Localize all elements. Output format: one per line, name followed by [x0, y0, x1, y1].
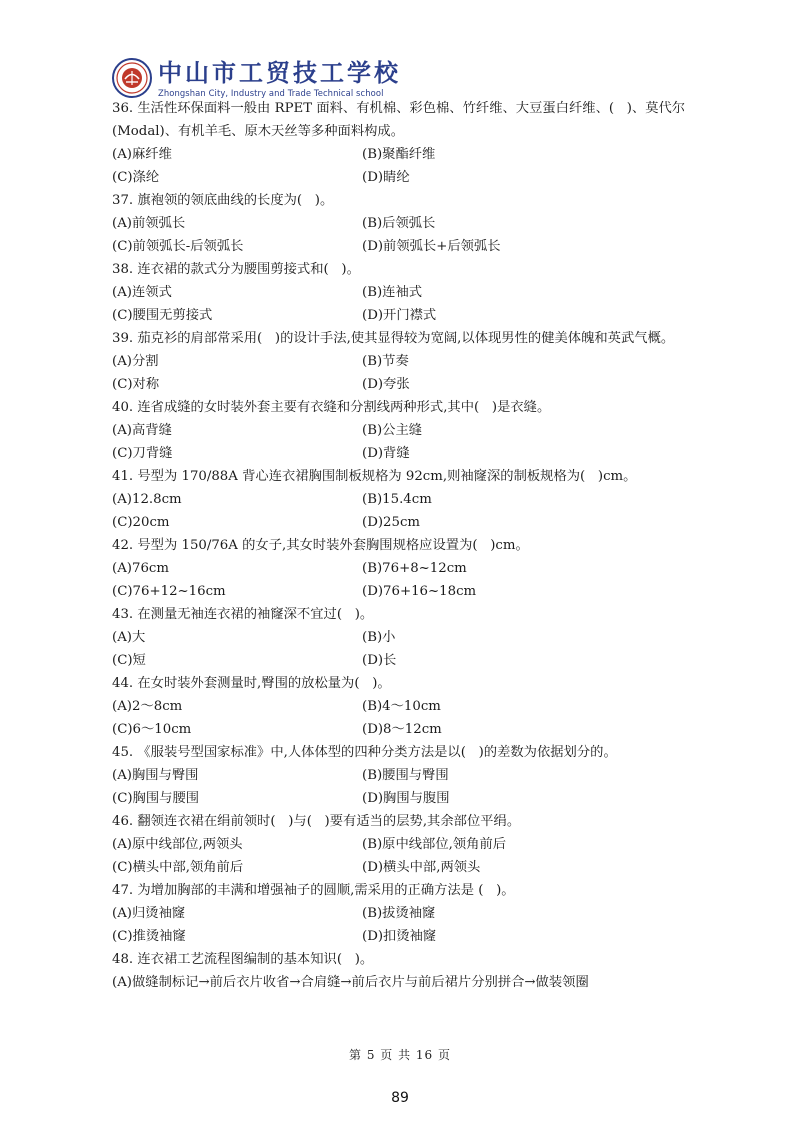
answer-option: (B)节奏 — [362, 354, 409, 369]
answer-option: (A)大 — [112, 630, 146, 645]
question-stem: 37. 旗袍领的领底曲线的长度为( )。 — [112, 193, 334, 208]
option-row — [112, 166, 712, 189]
school-name: 中山市工贸技工学校 — [158, 58, 401, 87]
option-row — [112, 373, 712, 396]
question-stem: 42. 号型为 150/76A 的女子,其女时装外套胸围规格应设置为( )cm。 — [112, 538, 529, 553]
answer-option: (C)6～10cm — [112, 722, 192, 737]
answer-option: (B)原中线部位,领角前后 — [362, 837, 507, 852]
answer-option: (B)拔烫袖窿 — [362, 906, 436, 921]
option-row — [112, 787, 712, 810]
answer-option: (A)做缝制标记→前后衣片收省→合肩缝→前后衣片与前后裙片分别拼合→做装领圈 — [112, 975, 589, 990]
question-stem: 43. 在测量无袖连衣裙的袖窿深不宜过( )。 — [112, 607, 374, 622]
option-row — [112, 511, 712, 534]
answer-option: (D)胸围与腹围 — [362, 791, 450, 806]
option-row — [112, 143, 712, 166]
option-row — [112, 235, 712, 258]
option-row — [112, 442, 712, 465]
answer-option: (C)胸围与腰围 — [112, 791, 200, 806]
answer-option: (B)连袖式 — [362, 285, 423, 300]
option-row — [112, 764, 712, 787]
answer-option: (D)睛纶 — [362, 170, 410, 185]
answer-option: (C)76+12~16cm — [112, 584, 226, 599]
answer-option: (B)76+8~12cm — [362, 561, 467, 576]
answer-option: (A)连领式 — [112, 285, 172, 300]
option-row — [112, 580, 712, 603]
answer-option: (C)横头中部,领角前后 — [112, 860, 244, 875]
option-row — [112, 488, 712, 511]
question-stem: 40. 连省成缝的女时装外套主要有衣缝和分割线两种形式,其中( )是衣缝。 — [112, 400, 551, 415]
question-stem: 46. 翻领连衣裙在绢前领时( )与( )要有适当的层势,其余部位平绢。 — [112, 814, 521, 829]
question-list — [112, 97, 712, 994]
question-stem: 48. 连衣裙工艺流程图编制的基本知识( )。 — [112, 952, 374, 967]
answer-option: (D)76+16~18cm — [362, 584, 477, 599]
answer-option: (C)刀背缝 — [112, 446, 173, 461]
answer-option: (D)开门襟式 — [362, 308, 437, 323]
option-row — [112, 718, 712, 741]
question-stem: 44. 在女时装外套测量时,臀围的放松量为( )。 — [112, 676, 391, 691]
answer-option: (D)8～12cm — [362, 722, 442, 737]
answer-option: (D)夸张 — [362, 377, 410, 392]
option-row — [112, 350, 712, 373]
school-name-english: Zhongshan City, Industry and Trade Technical school — [158, 87, 384, 98]
option-row — [112, 833, 712, 856]
option-row — [112, 557, 712, 580]
option-row — [112, 925, 712, 948]
question-stem: 38. 连衣裙的款式分为腰围剪接式和( )。 — [112, 262, 360, 277]
answer-option: (C)前领弧长-后领弧长 — [112, 239, 244, 254]
school-header — [112, 56, 401, 100]
option-row — [112, 649, 712, 672]
option-row — [112, 212, 712, 235]
option-row — [112, 304, 712, 327]
answer-option: (A)原中线部位,两领头 — [112, 837, 243, 852]
answer-option: (B)后领弧长 — [362, 216, 436, 231]
answer-option: (C)腰围无剪接式 — [112, 308, 213, 323]
option-row — [112, 419, 712, 442]
answer-option: (A)前领弧长 — [112, 216, 186, 231]
answer-option: (C)推烫袖窿 — [112, 929, 186, 944]
answer-option: (C)涤纶 — [112, 170, 160, 185]
answer-option: (B)4～10cm — [362, 699, 441, 714]
answer-option: (A)76cm — [112, 561, 169, 576]
answer-option: (C)20cm — [112, 515, 170, 530]
school-logo-icon — [112, 58, 152, 98]
answer-option: (A)12.8cm — [112, 492, 182, 507]
answer-option: (B)腰围与臀围 — [362, 768, 449, 783]
question-stem: 36. 生活性环保面料一般由 RPET 面料、有机棉、彩色棉、竹纤维、大豆蛋白纤维、( )、莫代尔(Modal)、有机羊毛、原木天丝等多种面料构成。 — [112, 101, 686, 139]
answer-option: (D)前领弧长+后领弧长 — [362, 239, 501, 254]
answer-option: (C)对称 — [112, 377, 160, 392]
question-stem: 47. 为增加胸部的丰满和增强袖子的圆顺,需采用的正确方法是 ( )。 — [112, 883, 515, 898]
answer-option: (A)胸围与臀围 — [112, 768, 199, 783]
option-row — [112, 695, 712, 718]
answer-option: (B)聚酯纤维 — [362, 147, 436, 162]
option-row — [112, 626, 712, 649]
option-row — [112, 902, 712, 925]
answer-option: (D)背缝 — [362, 446, 410, 461]
answer-option: (D)25cm — [362, 515, 421, 530]
question-stem: 39. 茄克衫的肩部常采用( )的设计手法,使其显得较为宽阔,以体现男性的健美体魄和英武气概。 — [112, 331, 675, 346]
answer-option: (A)麻纤维 — [112, 147, 172, 162]
page-label: 第 5 页 共 16 页 — [349, 1048, 451, 1062]
answer-option: (D)长 — [362, 653, 397, 668]
answer-option: (C)短 — [112, 653, 146, 668]
answer-option: (A)分割 — [112, 354, 159, 369]
answer-option: (D)横头中部,两领头 — [362, 860, 481, 875]
answer-option: (B)公主缝 — [362, 423, 423, 438]
answer-option: (D)扣烫袖窿 — [362, 929, 437, 944]
option-row — [112, 856, 712, 879]
question-stem: 45. 《服装号型国家标准》中,人体体型的四种分类方法是以( )的差数为依据划分的。 — [112, 745, 617, 760]
answer-option: (A)高背缝 — [112, 423, 172, 438]
answer-option: (B)小 — [362, 630, 396, 645]
question-stem: 41. 号型为 170/88A 背心连衣裙胸围制板规格为 92cm,则袖窿深的制板规格为( )cm。 — [112, 469, 637, 484]
answer-option: (A)2～8cm — [112, 699, 183, 714]
page-number: 89 — [391, 1090, 409, 1106]
option-row — [112, 281, 712, 304]
answer-option: (A)归烫袖窿 — [112, 906, 186, 921]
answer-option: (B)15.4cm — [362, 492, 432, 507]
option-row — [112, 971, 712, 994]
